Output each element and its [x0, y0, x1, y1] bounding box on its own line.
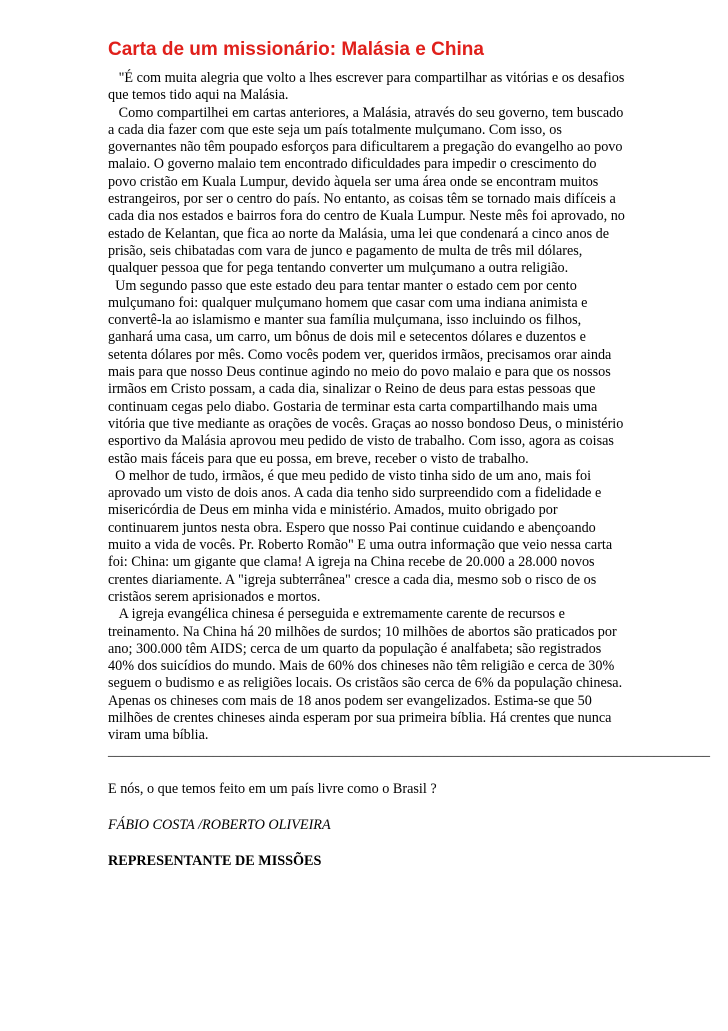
separator-line: ______________________________________________________________________________________: [108, 743, 710, 759]
paragraph: Como compartilhei em cartas anteriores, a Malásia, através do seu governo, tem buscado a cada dia fazer com que este seja um país totalmente mulçumano. Com isso, os governantes não têm poupado esforços para dificultarem a pregação do evangelho ao povo malaio. O governo malaio tem encontrado dificuldades para impedir o crescimento do povo cristão em Kuala Lumpur, devido àquela ser uma área onde se encontram muitos estrangeiros, por ser o centro do país. No entanto, as coisas têm se tornado mais difíceis a cada dia nos estados e bairros fora do centro de Kuala Lumpur. Neste mês foi aprovado, no estado de Kelantan, que fica ao norte da Malásia, uma lei que condenará a cinco anos de prisão, seis chibatadas com vara de junco e pagamento de multa de três mil dólares, qualquer pessoa que for pega tentando converter um mulçumano a outra religião.: [108, 104, 629, 277]
document-title: Carta de um missionário: Malásia e China: [108, 39, 484, 60]
paragraph: Um segundo passo que este estado deu para tentar manter o estado cem por cento mulçumano foi: qualquer mulçumano homem que casar com uma indiana animista e convertê-la ao islamismo e manter sua família mulçumana, isso incluindo os filhos, ganhará uma casa, um carro, um bônus de dois mil e setecentos dólares e duzentos e setenta dólares por mês. Como vocês podem ver, queridos irmãos, precisamos orar ainda mais para que nosso Deus continue agindo no meio do povo malaio e para que os nossos irmãos em Cristo possam, a cada dia, sinalizar o Reino de deus para estas pessoas que continuam cegas pelo diabo. Gostaria de terminar esta carta compartilhando mais uma vitória que tive mediante as orações de vocês. Graças ao nosso bondoso Deus, o ministério esportivo da Malásia aprovou meu pedido de visto de trabalho. Com isso, agora as coisas estão mais fáceis para que eu possa, em breve, receber o visto de trabalho.: [108, 277, 627, 467]
paragraph: O melhor de tudo, irmãos, é que meu pedido de visto tinha sido de um ano, mais foi aprovado um visto de dois anos. A cada dia tenho sido surpreendido com a fidelidade e misericórdia de Deus em minha vida e ministério. Amados, muito obrigado por continuarem juntos nesta obra. Espero que nosso Pai continue cuidando e abençoando muito a vida de vocês. Pr. Roberto Romão" E uma outra informação que veio nessa carta foi: China: um gigante que clama! A igreja na China recebe de 20.000 a 28.000 novos crentes diariamente. A "igreja subterrânea" cresce a cada dia, mesmo sob o risco de os cristãos serem aprisionados e mortos.: [108, 467, 616, 605]
authors-signature: FÁBIO COSTA /ROBERTO OLIVEIRA: [108, 816, 331, 833]
document-page: [108, 36, 710, 870]
closing-question: E nós, o que temos feito em um país livre como o Brasil ?: [108, 780, 437, 797]
authors-role: REPRESENTANTE DE MISSÕES: [108, 852, 322, 869]
paragraph: A igreja evangélica chinesa é perseguida e extremamente carente de recursos e treinamento. Na China há 20 milhões de surdos; 10 milhões de abortos são praticados por ano; 300.000 têm AIDS; cerca de um quarto da população é analfabeta; são registrados 40% dos suicídios do mundo. Mais de 60% dos chineses não têm religião e cerca de 30% seguem o budismo e as religiões locais. Os cristãos são cerca de 6% da população chinesa. Apenas os chineses com mais de 18 anos podem ser evangelizados. Estima-se que 50 milhões de crentes chineses ainda esperam por sua primeira bíblia. Há crentes que nunca viram uma bíblia.: [108, 606, 625, 744]
letter-body: [108, 70, 628, 745]
paragraph: "É com muita alegria que volto a lhes escrever para compartilhar as vitórias e os desafios que temos tido aqui na Malásia.: [108, 70, 628, 104]
